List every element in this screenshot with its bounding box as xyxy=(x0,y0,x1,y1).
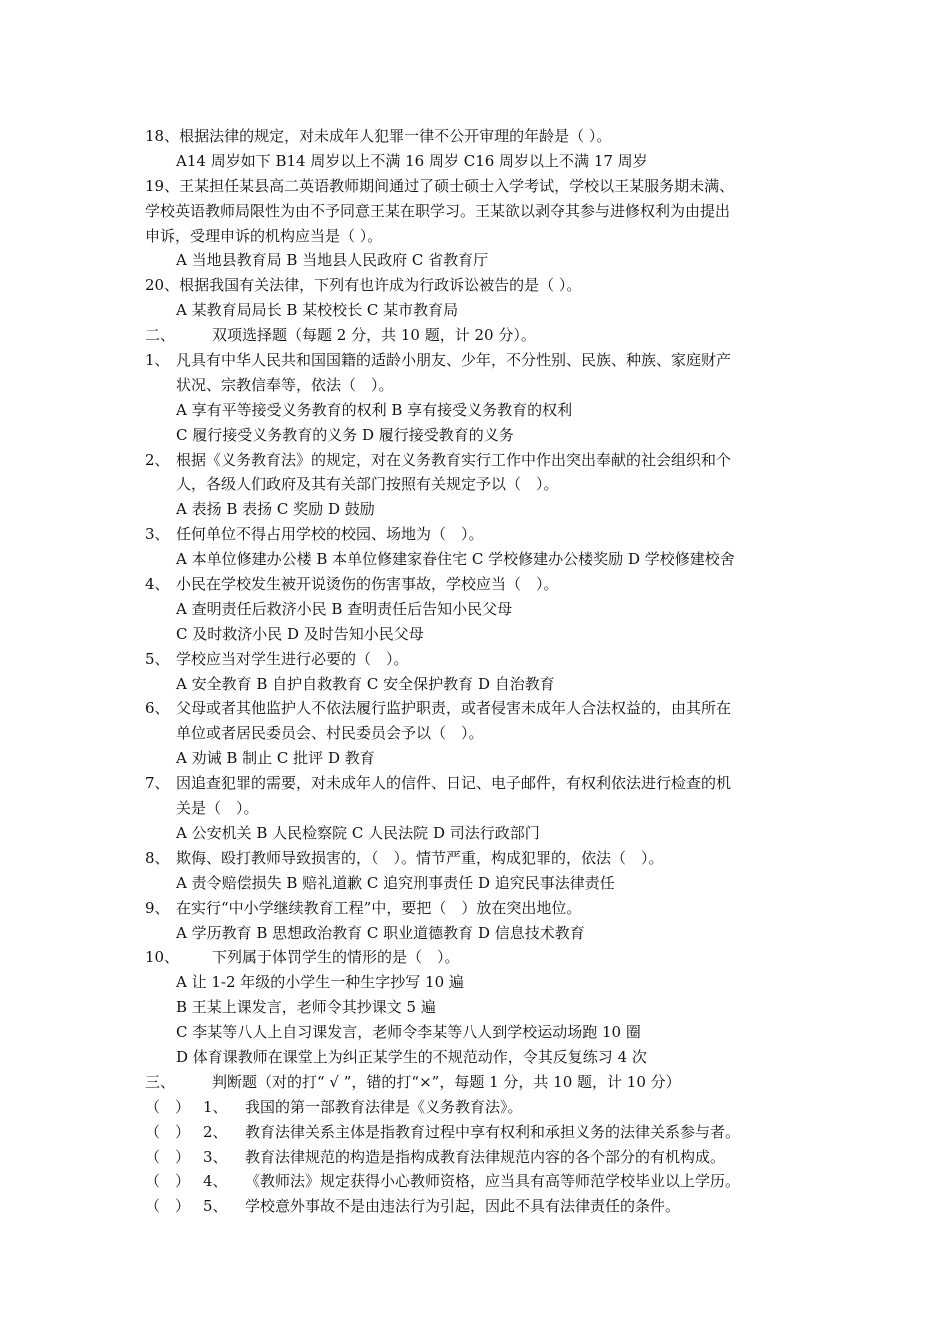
question-number: 5、 xyxy=(145,649,170,668)
exam-text xyxy=(145,124,815,1219)
mc-question-7-line2: 关是（ ）。 xyxy=(176,799,259,818)
question-number: 3、 xyxy=(145,525,170,544)
question-20 xyxy=(145,273,815,298)
question-number: 20、 xyxy=(145,276,180,295)
mc-question-7 xyxy=(145,771,815,796)
mc-question-8 xyxy=(145,846,815,871)
question-text: 根据我国有关法律，下列有也许成为行政诉讼被告的是（ ）。 xyxy=(179,276,582,295)
mc-question-5-options: A 安全教育 B 自护自救教育 C 安全保护教育 D 自治教育 xyxy=(176,674,555,693)
mc-question-2-options: A 表扬 B 表扬 C 奖励 D 鼓励 xyxy=(176,500,375,519)
mc-question-10-option-a: A 让 1-2 年级的小学生一种生字抄写 10 遍 xyxy=(176,973,464,992)
mc-question-9-options: A 学历教育 B 思想政治教育 C 职业道德教育 D 信息技术教育 xyxy=(176,923,585,942)
question-text: 父母或者其他监护人不依法履行监护职责，或者侵害未成年人合法权益的，由其所在 xyxy=(176,699,732,718)
mc-question-4-options-a: A 查明责任后救济小民 B 查明责任后告知小民父母 xyxy=(176,599,513,618)
section-label: 三、 xyxy=(145,1072,176,1091)
mc-question-10 xyxy=(145,945,815,970)
answer-blank: （ ） xyxy=(145,1097,191,1116)
mc-question-6-options: A 劝诫 B 制止 C 批评 D 教育 xyxy=(176,749,375,768)
question-text: 凡具有中华人民共和国国籍的适龄小朋友、少年，不分性别、民族、种族、家庭财产 xyxy=(176,351,732,370)
mc-question-3-options: A 本单位修建办公楼 B 本单位修建家眷住宅 C 学校修建办公楼奖励 D 学校修建校舍 xyxy=(176,550,735,569)
question-number: 18、 xyxy=(145,127,180,145)
question-number: 1、 xyxy=(203,1097,228,1116)
question-text: 教育法律关系主体是指教育过程中享有权利和承担义务的法律关系参与者。 xyxy=(245,1122,741,1141)
mc-question-1 xyxy=(145,348,815,373)
mc-question-1-line2: 状况、宗教信奉等，依法（ ）。 xyxy=(176,375,394,394)
answer-blank: （ ） xyxy=(145,1147,191,1166)
mc-question-4-options-b: C 及时救济小民 D 及时告知小民父母 xyxy=(176,624,424,643)
question-text: 因追查犯罪的需要，对未成年人的信件、日记、电子邮件，有权利依法进行检查的机 xyxy=(176,774,732,793)
mc-question-7-options: A 公安机关 B 人民检察院 C 人民法院 D 司法行政部门 xyxy=(176,823,540,842)
judge-item-3 xyxy=(145,1145,815,1170)
question-number: 2、 xyxy=(145,450,170,469)
question-number: 10、 xyxy=(145,948,180,967)
section-label: 二、 xyxy=(145,326,176,345)
section-title: 判断题（对的打“ √ ”，错的打“×”，每题 1 分，共 10 题，计 10 分） xyxy=(212,1072,681,1091)
question-text: 《教师法》规定获得小心教师资格，应当具有高等师范学校毕业以上学历。 xyxy=(245,1172,741,1191)
question-18 xyxy=(145,124,815,149)
answer-blank: （ ） xyxy=(145,1197,191,1216)
question-number: 1、 xyxy=(145,351,170,370)
mc-question-10-option-d: D 体育课教师在课堂上为纠正某学生的不规范动作，令其反复练习 4 次 xyxy=(176,1047,647,1066)
mc-question-5 xyxy=(145,647,815,672)
mc-question-4 xyxy=(145,572,815,597)
question-text: 王某担任某县高二英语教师期间通过了硕士硕士入学考试，学校以王某服务期未满、 xyxy=(179,176,735,195)
answer-blank: （ ） xyxy=(145,1172,191,1191)
question-text: 小民在学校发生被开说烫伤的伤害事故，学校应当（ ）。 xyxy=(176,575,559,594)
judge-item-5 xyxy=(145,1194,815,1219)
mc-question-3 xyxy=(145,522,815,547)
mc-question-10-option-c: C 李某等八人上自习课发言，老师令李某等八人到学校运动场跑 10 圈 xyxy=(176,1023,641,1042)
question-text: 在实行“中小学继续教育工程”中，要把（ ）放在突出地位。 xyxy=(176,898,582,917)
judge-item-4 xyxy=(145,1169,815,1194)
question-text: 我国的第一部教育法律是《义务教育法》。 xyxy=(245,1097,523,1116)
mc-question-1-options-a: A 享有平等接受义务教育的权利 B 享有接受义务教育的权利 xyxy=(176,400,573,419)
section-title: 双项选择题（每题 2 分，共 10 题，计 20 分）。 xyxy=(212,326,536,345)
mc-question-9 xyxy=(145,896,815,921)
question-19-line2: 学校英语教师局限性为由不予同意王某在职学习。王某欲以剥夺其参与进修权利为由提出 xyxy=(145,201,731,220)
question-19-line3: 申诉，受理申诉的机构应当是（ ）。 xyxy=(145,226,383,245)
question-number: 5、 xyxy=(203,1197,228,1216)
question-number: 6、 xyxy=(145,699,170,718)
question-number: 3、 xyxy=(203,1147,228,1166)
section-2-heading xyxy=(145,323,815,348)
mc-question-2-line2: 人，各级人们政府及其有关部门按照有关规定予以（ ）。 xyxy=(176,475,559,494)
question-text: 根据法律的规定，对未成年人犯罪一律不公开审理的年龄是（ ）。 xyxy=(179,127,612,145)
mc-question-8-options: A 责令赔偿损失 B 赔礼道歉 C 追究刑事责任 D 追究民事法律责任 xyxy=(176,873,615,892)
question-number: 4、 xyxy=(145,575,170,594)
mc-question-6-line2: 单位或者居民委员会、村民委员会予以（ ）。 xyxy=(176,724,484,743)
question-19 xyxy=(145,174,815,199)
question-number: 8、 xyxy=(145,848,170,867)
question-text: 欺侮、殴打教师导致损害的，（ ）。情节严重，构成犯罪的，依法（ ）。 xyxy=(176,848,664,867)
question-text: 下列属于体罚学生的情形的是（ ）。 xyxy=(212,948,460,967)
question-text: 学校应当对学生进行必要的（ ）。 xyxy=(176,649,409,668)
question-number: 9、 xyxy=(145,898,170,917)
question-text: 任何单位不得占用学校的校园、场地为（ ）。 xyxy=(176,525,484,544)
mc-question-6 xyxy=(145,696,815,721)
question-number: 7、 xyxy=(145,774,170,793)
question-19-options: A 当地县教育局 B 当地县人民政府 C 省教育厅 xyxy=(176,251,489,270)
question-number: 19、 xyxy=(145,176,180,195)
question-text: 学校意外事故不是由违法行为引起，因此不具有法律责任的条件。 xyxy=(245,1197,681,1216)
question-20-options: A 某教育局局长 B 某校校长 C 某市教育局 xyxy=(176,301,459,320)
mc-question-2 xyxy=(145,448,815,473)
section-3-heading xyxy=(145,1070,815,1095)
question-18-options: A14 周岁如下 B14 周岁以上不满 16 周岁 C16 周岁以上不满 17 周岁 xyxy=(176,151,648,170)
question-number: 2、 xyxy=(203,1122,228,1141)
answer-blank: （ ） xyxy=(145,1122,191,1141)
mc-question-10-option-b: B 王某上课发言，老师令其抄课文 5 遍 xyxy=(176,998,436,1017)
question-number: 4、 xyxy=(203,1172,228,1191)
question-text: 根据《义务教育法》的规定，对在义务教育实行工作中作出突出奉献的社会组织和个 xyxy=(176,450,732,469)
question-text: 教育法律规范的构造是指构成教育法律规范内容的各个部分的有机构成。 xyxy=(245,1147,726,1166)
judge-item-2 xyxy=(145,1120,815,1145)
judge-item-1 xyxy=(145,1095,815,1120)
mc-question-1-options-b: C 履行接受义务教育的义务 D 履行接受教育的义务 xyxy=(176,425,514,444)
